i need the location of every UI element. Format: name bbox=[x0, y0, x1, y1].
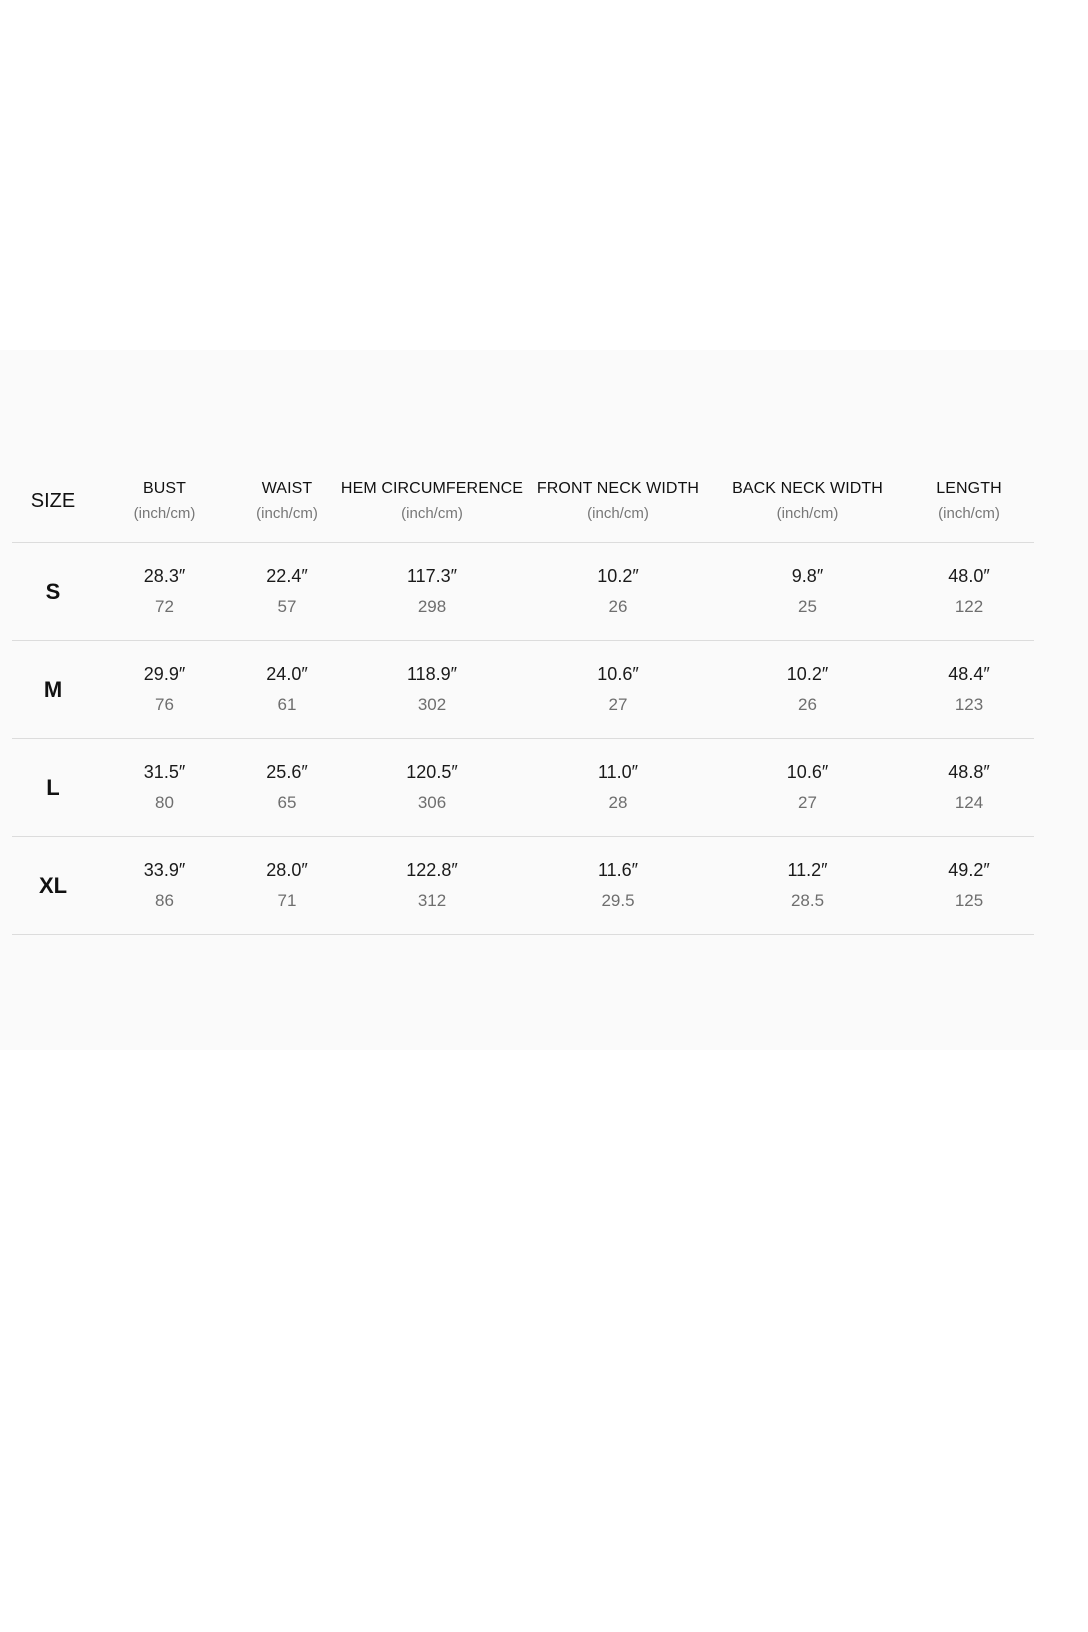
cm-value: 122 bbox=[954, 597, 984, 616]
cm-value: 28 bbox=[608, 793, 628, 812]
size-label: L bbox=[12, 739, 94, 837]
column-header-waist bbox=[235, 460, 339, 543]
cm-value: 302 bbox=[417, 695, 447, 714]
table-cell-back-neck-width bbox=[711, 837, 904, 935]
cm-value: 123 bbox=[954, 695, 984, 714]
column-header-front-neck-width bbox=[525, 460, 711, 543]
cm-value: 80 bbox=[155, 793, 174, 812]
inch-value: 11.2″ bbox=[787, 860, 828, 880]
column-header-unit: (inch/cm) bbox=[401, 504, 463, 522]
size-label: M bbox=[12, 641, 94, 739]
cm-value: 86 bbox=[155, 891, 174, 910]
column-header-hem-circumference bbox=[339, 460, 525, 543]
column-header-unit: (inch/cm) bbox=[133, 504, 196, 522]
column-header-bust bbox=[94, 460, 235, 543]
column-header-back-neck-width bbox=[711, 460, 904, 543]
column-header-unit: (inch/cm) bbox=[256, 504, 318, 522]
inch-value: 48.0″ bbox=[948, 566, 990, 586]
inch-value: 117.3″ bbox=[406, 566, 458, 586]
size-label: XL bbox=[12, 837, 94, 935]
column-header-label: HEM CIRCUMFERENCE bbox=[340, 479, 524, 497]
cm-value: 76 bbox=[155, 695, 174, 714]
cm-value: 26 bbox=[608, 597, 628, 616]
table-cell-hem-circumference bbox=[339, 837, 525, 935]
column-header-label: BACK NECK WIDTH bbox=[732, 479, 883, 497]
table-cell-front-neck-width bbox=[525, 641, 711, 739]
column-header-unit: (inch/cm) bbox=[776, 504, 839, 522]
inch-value: 48.4″ bbox=[948, 664, 990, 684]
table-cell-front-neck-width bbox=[525, 837, 711, 935]
cm-value: 29.5 bbox=[601, 891, 635, 910]
inch-value: 22.4″ bbox=[266, 566, 308, 586]
inch-value: 10.2″ bbox=[597, 566, 639, 586]
inch-value: 25.6″ bbox=[266, 762, 308, 782]
inch-value: 29.9″ bbox=[143, 664, 186, 684]
size-label: S bbox=[12, 543, 94, 641]
cm-value: 71 bbox=[277, 891, 297, 910]
column-header-length bbox=[904, 460, 1034, 543]
cm-value: 65 bbox=[277, 793, 297, 812]
column-header-label: FRONT NECK WIDTH bbox=[536, 479, 700, 497]
inch-value: 31.5″ bbox=[143, 762, 186, 782]
inch-value: 10.6″ bbox=[786, 762, 829, 782]
table-cell-bust bbox=[94, 837, 235, 935]
cm-value: 306 bbox=[417, 793, 447, 812]
cm-value: 298 bbox=[417, 597, 447, 616]
column-header-label: LENGTH bbox=[936, 479, 1002, 497]
table-cell-bust bbox=[94, 641, 235, 739]
table-row-size-s bbox=[12, 543, 1034, 641]
cm-value: 26 bbox=[798, 695, 817, 714]
cm-value: 124 bbox=[954, 793, 984, 812]
column-header-unit: (inch/cm) bbox=[587, 504, 649, 522]
table-cell-hem-circumference bbox=[339, 543, 525, 641]
size-header-label: SIZE bbox=[30, 489, 76, 512]
column-header-label: BUST bbox=[142, 479, 187, 497]
header-row bbox=[12, 460, 1034, 543]
cm-value: 27 bbox=[798, 793, 817, 812]
table-cell-length bbox=[904, 543, 1034, 641]
table-cell-waist bbox=[235, 739, 339, 837]
table-cell-bust bbox=[94, 739, 235, 837]
cm-value: 27 bbox=[608, 695, 628, 714]
column-header-label: WAIST bbox=[261, 479, 313, 497]
table-cell-waist bbox=[235, 641, 339, 739]
table-cell-back-neck-width bbox=[711, 739, 904, 837]
table-cell-front-neck-width bbox=[525, 739, 711, 837]
inch-value: 10.6″ bbox=[597, 664, 639, 684]
table-cell-length bbox=[904, 641, 1034, 739]
table-row-size-l bbox=[12, 739, 1034, 837]
size-chart-table bbox=[12, 460, 1034, 935]
inch-value: 122.8″ bbox=[406, 860, 458, 880]
table-cell-back-neck-width bbox=[711, 543, 904, 641]
inch-value: 33.9″ bbox=[143, 860, 186, 880]
inch-value: 24.0″ bbox=[266, 664, 308, 684]
cm-value: 125 bbox=[954, 891, 984, 910]
inch-value: 9.8″ bbox=[791, 566, 824, 586]
inch-value: 11.6″ bbox=[597, 860, 639, 880]
inch-value: 11.0″ bbox=[597, 762, 639, 782]
cm-value: 28.5 bbox=[790, 891, 825, 910]
inch-value: 48.8″ bbox=[948, 762, 990, 782]
table-row-size-m bbox=[12, 641, 1034, 739]
inch-value: 49.2″ bbox=[948, 860, 990, 880]
cm-value: 57 bbox=[277, 597, 297, 616]
table-cell-bust bbox=[94, 543, 235, 641]
table-cell-hem-circumference bbox=[339, 739, 525, 837]
inch-value: 28.0″ bbox=[266, 860, 308, 880]
inch-value: 10.2″ bbox=[786, 664, 829, 684]
table-cell-waist bbox=[235, 837, 339, 935]
size-column-header bbox=[12, 460, 94, 543]
table-row-size-xl bbox=[12, 837, 1034, 935]
table-cell-waist bbox=[235, 543, 339, 641]
cm-value: 312 bbox=[417, 891, 447, 910]
table-cell-front-neck-width bbox=[525, 543, 711, 641]
cm-value: 61 bbox=[277, 695, 297, 714]
table-cell-length bbox=[904, 739, 1034, 837]
cm-value: 25 bbox=[798, 597, 817, 616]
table-cell-hem-circumference bbox=[339, 641, 525, 739]
inch-value: 120.5″ bbox=[406, 762, 458, 782]
column-header-unit: (inch/cm) bbox=[938, 504, 1000, 522]
table-cell-length bbox=[904, 837, 1034, 935]
inch-value: 118.9″ bbox=[406, 664, 458, 684]
inch-value: 28.3″ bbox=[143, 566, 186, 586]
cm-value: 72 bbox=[155, 597, 174, 616]
table-cell-back-neck-width bbox=[711, 641, 904, 739]
